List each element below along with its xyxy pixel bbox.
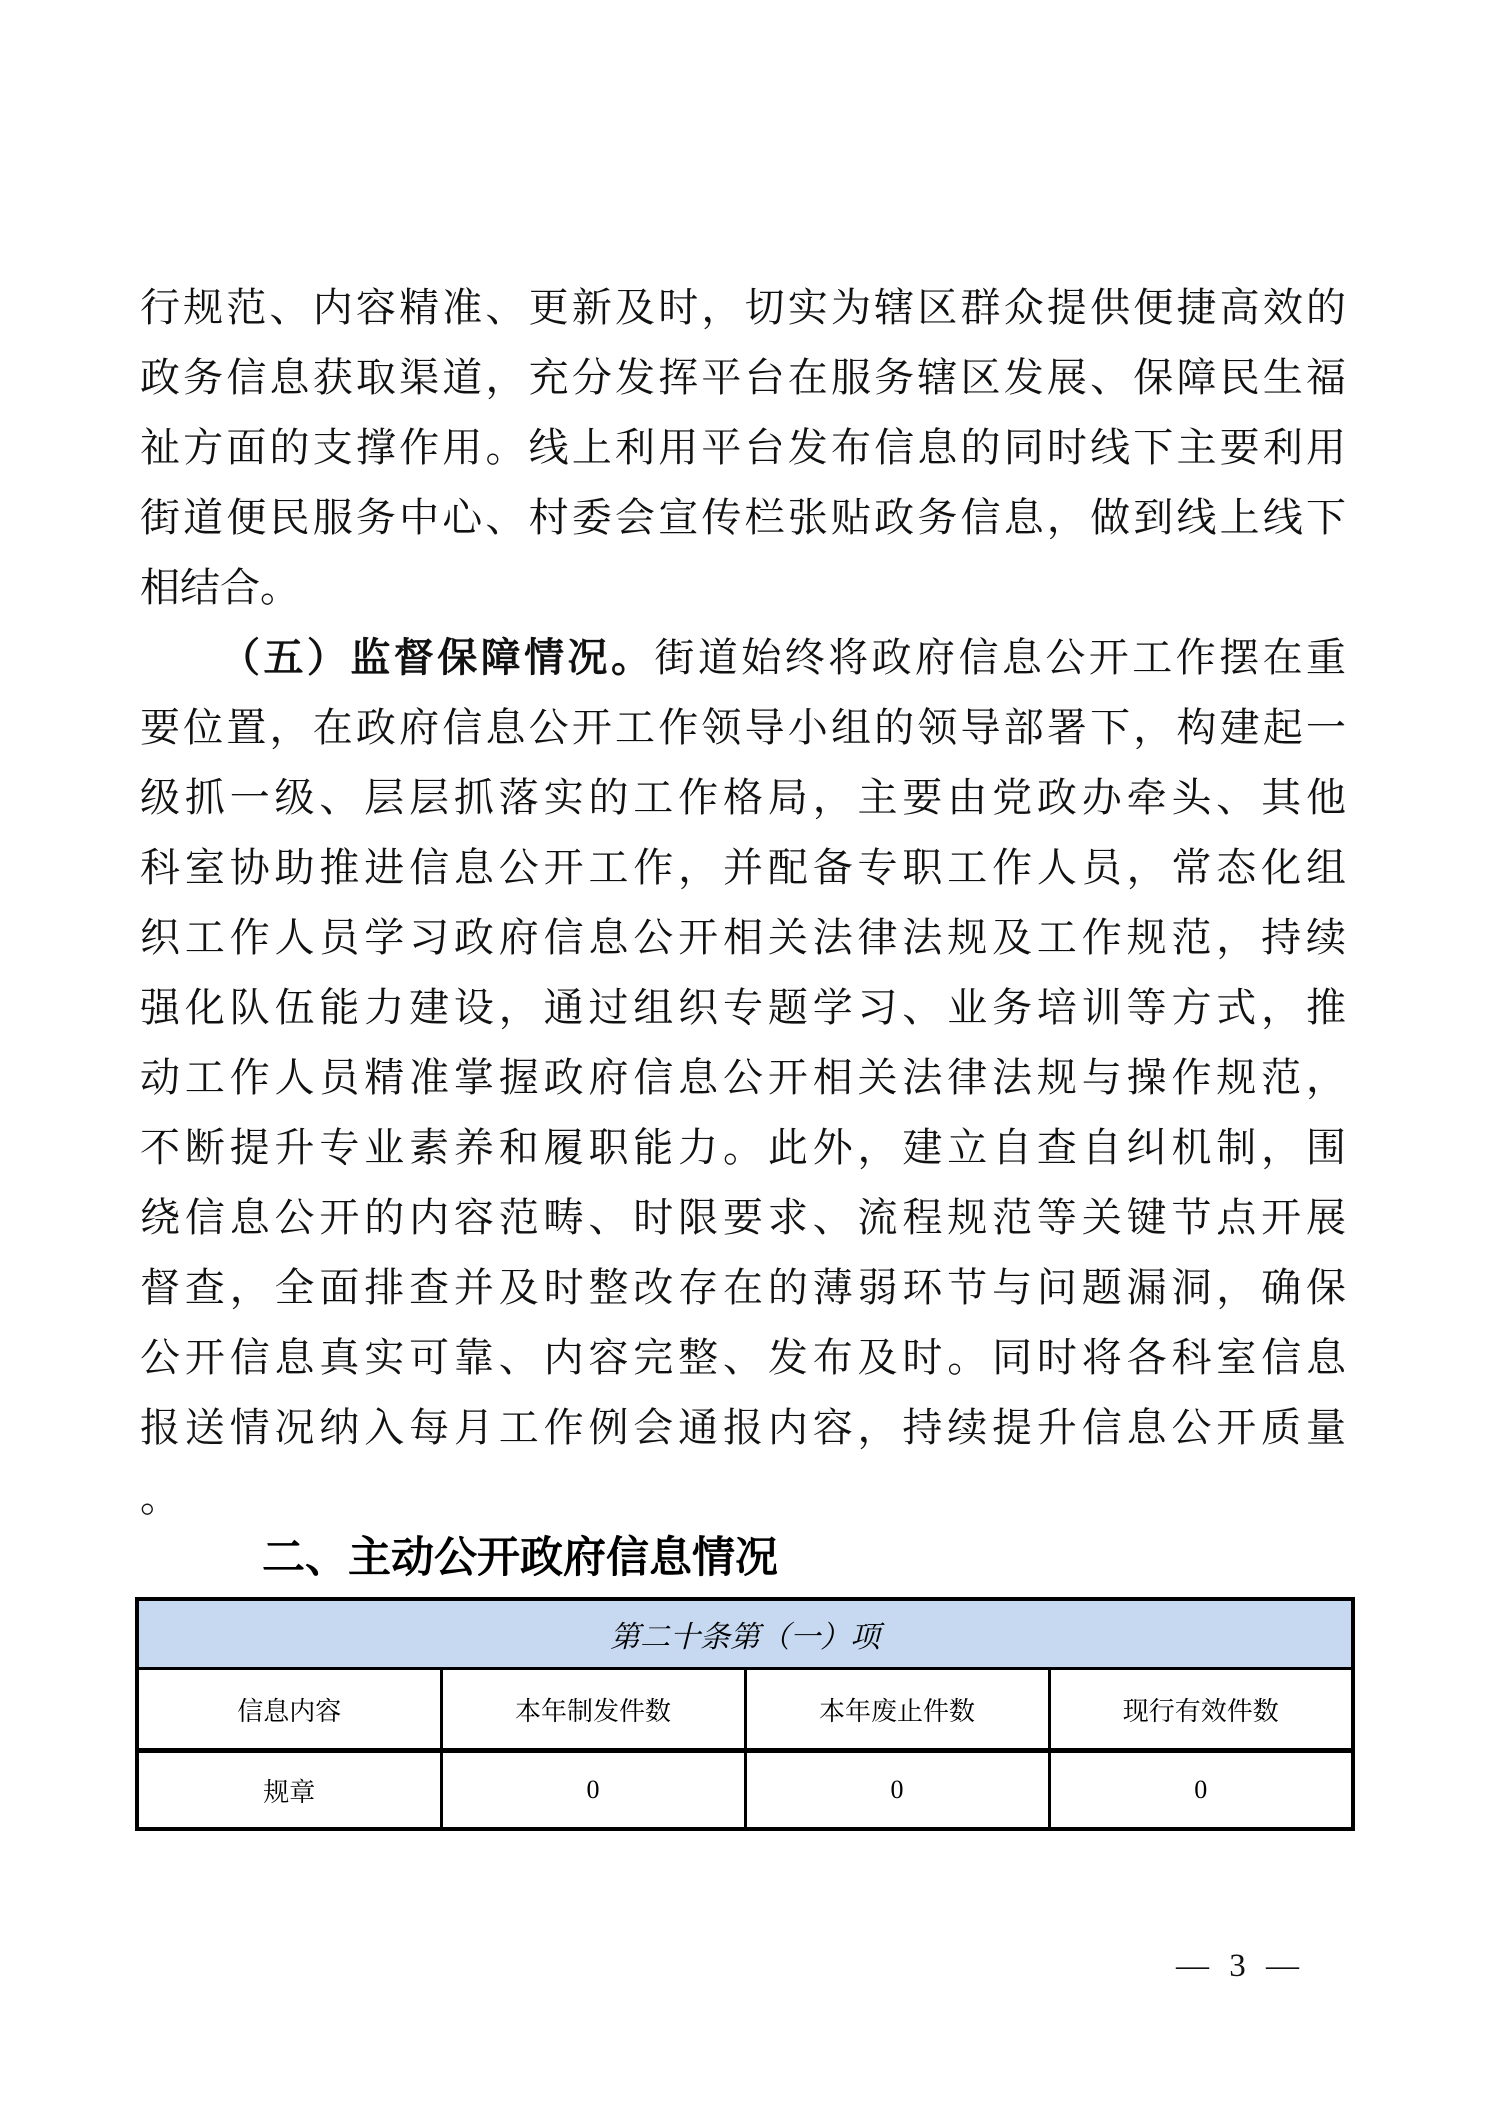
- text-segment: 行规范、内容精准、更新及时，切实为辖区群众提供便捷高效的: [140, 285, 1346, 330]
- column-header-cell: 信息内容: [137, 1669, 441, 1751]
- table-cell: 0: [441, 1751, 745, 1830]
- text-line: [140, 693, 1346, 763]
- text-line: [140, 1113, 1346, 1183]
- page-number: — 3 —: [1176, 1948, 1305, 1984]
- info-disclosure-table: [135, 1597, 1355, 1831]
- text-segment: 绕信息公开的内容范畴、时限要求、流程规范等关键节点开展: [140, 1195, 1346, 1240]
- text-segment: 科室协助推进信息公开工作，并配备专职工作人员，常态化组: [140, 845, 1346, 890]
- column-header-cell: 现行有效件数: [1049, 1669, 1353, 1751]
- paragraph: [140, 623, 1346, 1533]
- text-segment: 街道始终将政府信息公开工作摆在重: [654, 635, 1346, 680]
- text-segment: 报送情况纳入每月工作例会通报内容，持续提升信息公开质量: [140, 1405, 1346, 1450]
- text-segment: 街道便民服务中心、村委会宣传栏张贴政务信息，做到线上线下: [140, 495, 1346, 540]
- text-segment: 公开信息真实可靠、内容完整、发布及时。同时将各科室信息: [140, 1335, 1346, 1380]
- table-title-row: [137, 1599, 1353, 1669]
- text-segment: 。: [140, 1475, 180, 1520]
- text-line: [140, 1183, 1346, 1253]
- table-body: [137, 1599, 1353, 1829]
- text-segment: 要位置，在政府信息公开工作领导小组的领导部署下，构建起一: [140, 705, 1346, 750]
- text-segment: 强化队伍能力建设，通过组织专题学习、业务培训等方式，推: [140, 985, 1346, 1030]
- text-line: [140, 1253, 1346, 1323]
- text-line: [140, 833, 1346, 903]
- text-line: [140, 273, 1346, 343]
- bold-text-segment: （五）监督保障情况。: [220, 635, 655, 680]
- text-segment: 相结合。: [140, 565, 300, 610]
- table-wrap: [135, 1597, 1355, 1831]
- column-header-cell: 本年制发件数: [441, 1669, 745, 1751]
- table-header-row: [137, 1669, 1353, 1751]
- table-cell: 规章: [137, 1751, 441, 1830]
- text-line: [140, 903, 1346, 973]
- paragraph: [140, 273, 1346, 623]
- text-line: [140, 1393, 1346, 1463]
- text-segment: 祉方面的支撑作用。线上利用平台发布信息的同时线下主要利用: [140, 425, 1346, 470]
- text-line: [140, 623, 1346, 693]
- table-cell: 0: [745, 1751, 1049, 1830]
- text-line: [140, 1043, 1346, 1113]
- text-segment: 级抓一级、层层抓落实的工作格局，主要由党政办牵头、其他: [140, 775, 1346, 820]
- text-segment: 督查，全面排查并及时整改存在的薄弱环节与问题漏洞，确保: [140, 1265, 1346, 1310]
- document-body: [140, 273, 1346, 1533]
- text-line: [140, 553, 1346, 623]
- text-segment: 不断提升专业素养和履职能力。此外，建立自查自纠机制，围: [140, 1125, 1346, 1170]
- table-row: [137, 1751, 1353, 1830]
- text-line: [140, 763, 1346, 833]
- text-segment: 动工作人员精准掌握政府信息公开相关法律法规与操作规范，: [140, 1055, 1346, 1100]
- text-line: [140, 1323, 1346, 1393]
- text-segment: 政务信息获取渠道，充分发挥平台在服务辖区发展、保障民生福: [140, 355, 1346, 400]
- text-segment: 织工作人员学习政府信息公开相关法律法规及工作规范，持续: [140, 915, 1346, 960]
- text-line: [140, 973, 1346, 1043]
- section-heading: 二、主动公开政府信息情况: [262, 1534, 778, 1582]
- column-header-cell: 本年废止件数: [745, 1669, 1049, 1751]
- text-line: [140, 1463, 1346, 1533]
- text-line: [140, 483, 1346, 553]
- text-line: [140, 413, 1346, 483]
- table-cell: 0: [1049, 1751, 1353, 1830]
- table-title-cell: 第二十条第（一）项: [137, 1599, 1353, 1669]
- text-line: [140, 343, 1346, 413]
